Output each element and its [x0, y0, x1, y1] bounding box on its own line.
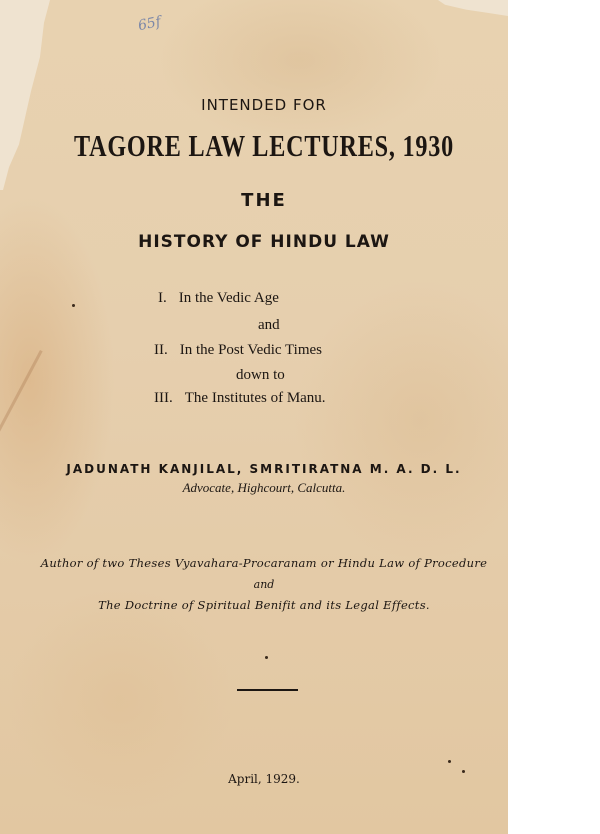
pencil-annotation: 65f — [136, 13, 163, 35]
divider-rule — [237, 689, 298, 691]
torn-edge — [438, 0, 508, 16]
paper-speck — [462, 770, 465, 773]
contents-connector: down to — [236, 367, 285, 383]
author-affiliation: Advocate, Highcourt, Calcutta. — [182, 480, 346, 495]
paper-speck — [72, 304, 75, 307]
paper-speck — [265, 656, 268, 659]
torn-corner — [0, 0, 50, 190]
contents-item: I. In the Vedic Age — [158, 290, 279, 306]
theses-connector: and — [253, 578, 275, 591]
contents-connector: and — [258, 317, 280, 333]
contents-item: III. The Institutes of Manu. — [154, 390, 326, 406]
title-article: THE — [241, 190, 287, 211]
intended-for: INTENDED FOR — [201, 96, 327, 114]
author-name: JADUNATH KANJILAL, SMRITIRATNA M. A. D. L. — [66, 462, 462, 476]
contents-item: II. In the Post Vedic Times — [154, 342, 322, 358]
publication-date: April, 1929. — [228, 772, 300, 786]
paper-crease — [0, 350, 43, 537]
theses-line-1: Author of two Theses Vyavahara-Procaranam or Hindu Law of Procedure — [40, 556, 488, 570]
paper-speck — [448, 760, 451, 763]
book-title: HISTORY OF HINDU LAW — [138, 232, 390, 252]
lecture-series-title: TAGORE LAW LECTURES, 1930 — [73, 128, 455, 163]
theses-line-2: The Doctrine of Spiritual Benifit and its Legal Effects. — [98, 598, 430, 612]
